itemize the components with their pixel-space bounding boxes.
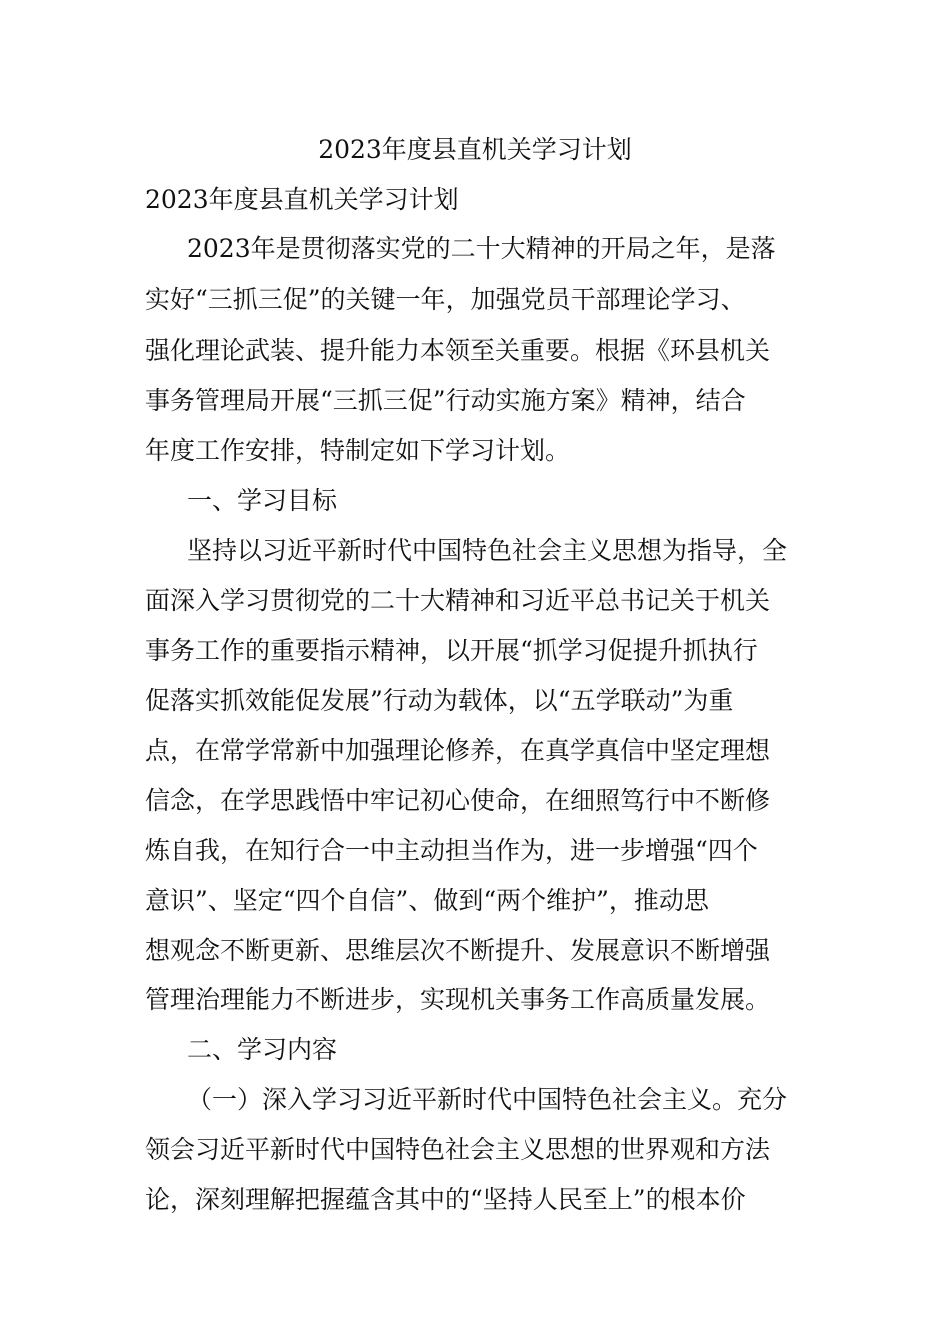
section-heading: 一、学习目标 [187,486,338,515]
paragraph-line: （一）深入学习习近平新时代中国特色社会主义。充分 [187,1085,788,1114]
paragraph-line: 强化理论武装、提升能力本领至关重要。根据《环县机关 [145,336,771,365]
paragraph-line: 炼自我，在知行合一中主动担当作为，进一步增强“四个 [145,836,758,865]
paragraph-line: 意识”、坚定“四个自信”、做到“两个维护”，推动思 [145,886,709,915]
paragraph-line: 2023年是贯彻落实党的二十大精神的开局之年，是落 [187,234,776,263]
paragraph-line: 想观念不断更新、思维层次不断提升、发展意识不断增强 [145,936,771,965]
paragraph-line: 信念，在学思践悟中牢记初心使命，在细照笃行中不断修 [145,786,771,815]
section-heading: 二、学习内容 [187,1035,338,1064]
subtitle-line: 2023年度县直机关学习计划 [145,185,459,214]
paragraph-line: 管理治理能力不断进步，实现机关事务工作高质量发展。 [145,985,771,1014]
paragraph-line: 年度工作安排，特制定如下学习计划。 [145,436,571,465]
document-title: 2023年度县直机关学习计划 [318,135,632,164]
paragraph-line: 实好“三抓三促”的关键一年，加强党员干部理论学习、 [145,285,746,314]
paragraph-line: 面深入学习贯彻党的二十大精神和习近平总书记关于机关 [145,586,771,615]
paragraph-line: 点，在常学常新中加强理论修养，在真学真信中坚定理想 [145,736,771,765]
paragraph-line: 坚持以习近平新时代中国特色社会主义思想为指导，全 [187,536,788,565]
paragraph-line: 领会习近平新时代中国特色社会主义思想的世界观和方法 [145,1135,771,1164]
paragraph-line: 论，深刻理解把握蕴含其中的“坚持人民至上”的根本价 [145,1185,746,1214]
paragraph-line: 事务管理局开展“三抓三促”行动实施方案》精神，结合 [145,386,746,415]
paragraph-line: 促落实抓效能促发展”行动为载体，以“五学联动”为重 [145,686,734,715]
paragraph-line: 事务工作的重要指示精神，以开展“抓学习促提升抓执行 [145,636,758,665]
